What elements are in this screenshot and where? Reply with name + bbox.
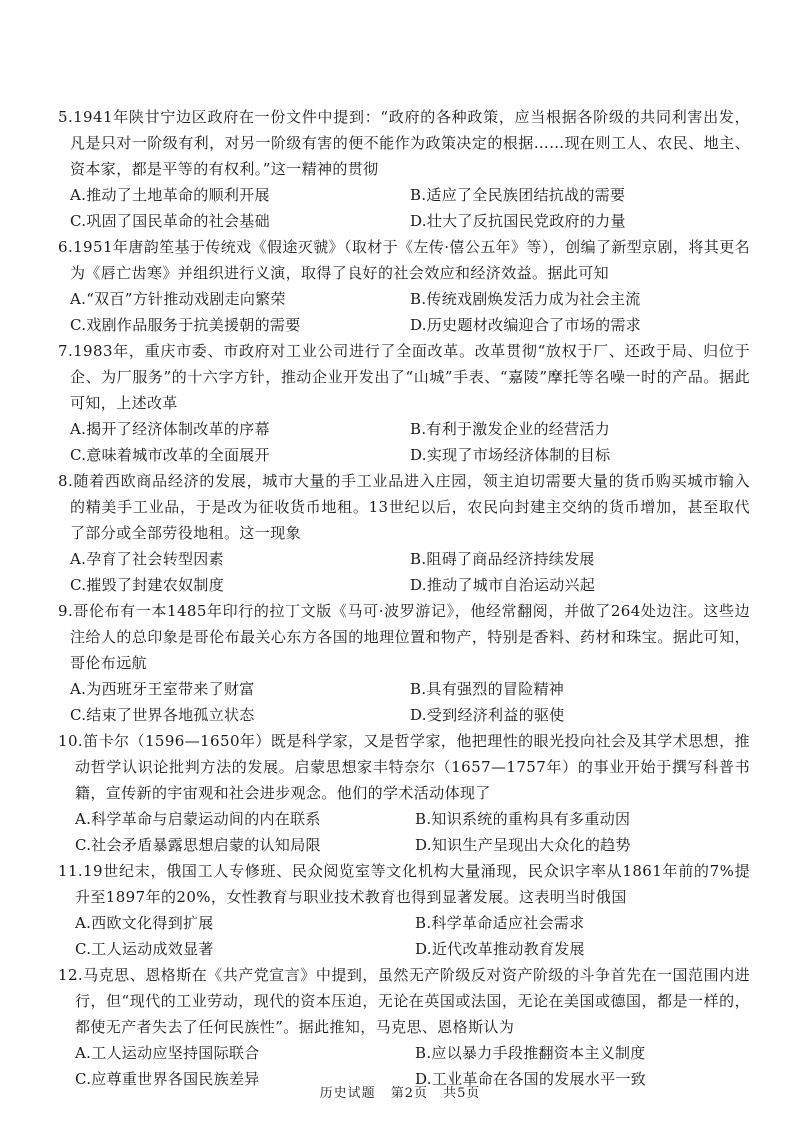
question-11 [58,858,750,962]
options-grid [58,416,750,468]
question-stem: 7.1983年，重庆市委、市政府对工业公司进行了全面改革。改革贯彻“放权于厂、还政于局、归位于企、为厂服务”的十六字方针，推动企业开发出了“山城”手表、“嘉陵”摩托等名噪一时的产品。据此可知，上述改革 [58,342,750,412]
option-d: D.受到经济利益的驱使 [410,706,565,724]
option-c: C.意味着城市改革的全面展开 [70,446,270,464]
options-grid [58,546,750,598]
question-9 [58,598,750,728]
question-stem: 10.笛卡尔（1596—1650年）既是科学家，又是哲学家，他把理性的眼光投向社会及其学术思想，推动哲学认识论批判方法的发展。启蒙思想家丰特奈尔（1657—1757年）的事业开始于撰写科普书籍，宣传新的宇宙观和社会进步观念。他们的学术活动体现了 [58,732,750,802]
option-d: D.壮大了反抗国民党政府的力量 [410,212,626,230]
option-d: D.知识生产呈现出大众化的趋势 [415,836,631,854]
option-a: A.“双百”方针推动戏剧走向繁荣 [70,290,286,308]
option-d: D.工业革命在各国的发展水平一致 [415,1070,647,1088]
option-c: C.巩固了国民革命的社会基础 [70,212,270,230]
question-stem: 12.马克思、恩格斯在《共产党宣言》中提到，虽然无产阶级反对资产阶级的斗争首先在一国范围内进行，但“现代的工业劳动，现代的资本压迫，无论在英国或法国，无论在美国或德国，都是一样的，都使无产者失去了任何民族性”。据此推知，马克思、恩格斯认为 [58,966,750,1036]
option-a: A.推动了土地革命的顺利开展 [70,186,270,204]
question-6 [58,234,750,338]
option-d: D.历史题材改编迎合了市场的需求 [410,316,642,334]
option-b: B.适应了全民族团结抗战的需要 [410,186,626,204]
footer-page-number: 第2页 [390,1086,428,1101]
options-grid [58,182,750,234]
question-8 [58,468,750,598]
option-b: B.具有强烈的冒险精神 [410,680,565,698]
question-stem: 6.1951年唐韵笙基于传统戏《假途灭虢》（取材于《左传·僖公五年》等），创编了新型京剧，将其更名为《唇亡齿寒》并组织进行义演，取得了良好的社会效应和经济效益。据此可知 [58,238,750,282]
option-b: B.传统戏剧焕发活力成为社会主流 [410,290,641,308]
exam-page [58,104,750,1092]
question-stem: 9.哥伦布有一本1485年印行的拉丁文版《马可·波罗游记》，他经常翻阅，并做了264处边注。这些边注给人的总印象是哥伦布最关心东方各国的地理位置和物产，特别是香料、药材和珠宝。据此可知，哥伦布远航 [58,602,750,672]
option-b: B.科学革命适应社会需求 [415,914,585,932]
option-b: B.知识系统的重构具有多重动因 [415,810,631,828]
option-b: B.阻碍了商品经济持续发展 [410,550,595,568]
question-12 [58,962,750,1092]
option-a: A.为西班牙王室带来了财富 [70,680,255,698]
option-c: C.工人运动成效显著 [75,940,214,958]
option-d: D.推动了城市自治运动兴起 [410,576,596,594]
footer-total-pages: 共5页 [443,1086,481,1101]
option-d: D.实现了市场经济体制的目标 [410,446,611,464]
option-a: A.西欧文化得到扩展 [75,914,214,932]
option-b: B.应以暴力手段推翻资本主义制度 [415,1044,646,1062]
question-stem: 5.1941年陕甘宁边区政府在一份文件中提到：“政府的各种政策，应当根据各阶级的共同利害出发，凡是只对一阶级有利，对另一阶级有害的便不能作为政策决定的根据……现在则工人、农民、地主、资本家，都是平等的有权利。”这一精神的贯彻 [58,108,750,178]
question-stem: 11.19世纪末，俄国工人专修班、民众阅览室等文化机构大量涌现，民众识字率从1861年前的7%提升至1897年的20%，女性教育与职业技术教育也得到显著发展。这表明当时俄国 [58,862,750,906]
option-a: A.揭开了经济体制改革的序幕 [70,420,270,438]
option-c: C.结束了世界各地孤立状态 [70,706,255,724]
option-c: C.摧毁了封建农奴制度 [70,576,225,594]
option-b: B.有利于激发企业的经营活力 [410,420,610,438]
option-a: A.孕育了社会转型因素 [70,550,224,568]
option-d: D.近代改革推动教育发展 [415,940,585,958]
footer-subject: 历史试题 [319,1086,376,1101]
page-footer [0,1082,800,1101]
options-grid [58,806,750,858]
option-c: C.戏剧作品服务于抗美援朝的需要 [70,316,301,334]
option-a: A.科学革命与启蒙运动间的内在联系 [75,810,321,828]
options-grid [58,910,750,962]
question-7 [58,338,750,468]
question-stem: 8.随着西欧商品经济的发展，城市大量的手工业品进入庄园，领主迫切需要大量的货币购买城市输入的精美手工业品，于是改为征收货币地租。13世纪以后，农民向封建主交纳的货币增加，甚至取代了部分或全部劳役地租。这一现象 [58,472,750,542]
option-c: C.应尊重世界各国民族差异 [75,1070,260,1088]
question-10 [58,728,750,858]
options-grid [58,676,750,728]
options-grid [58,286,750,338]
option-c: C.社会矛盾暴露思想启蒙的认知局限 [75,836,321,854]
question-5 [58,104,750,234]
option-a: A.工人运动应坚持国际联合 [75,1044,260,1062]
